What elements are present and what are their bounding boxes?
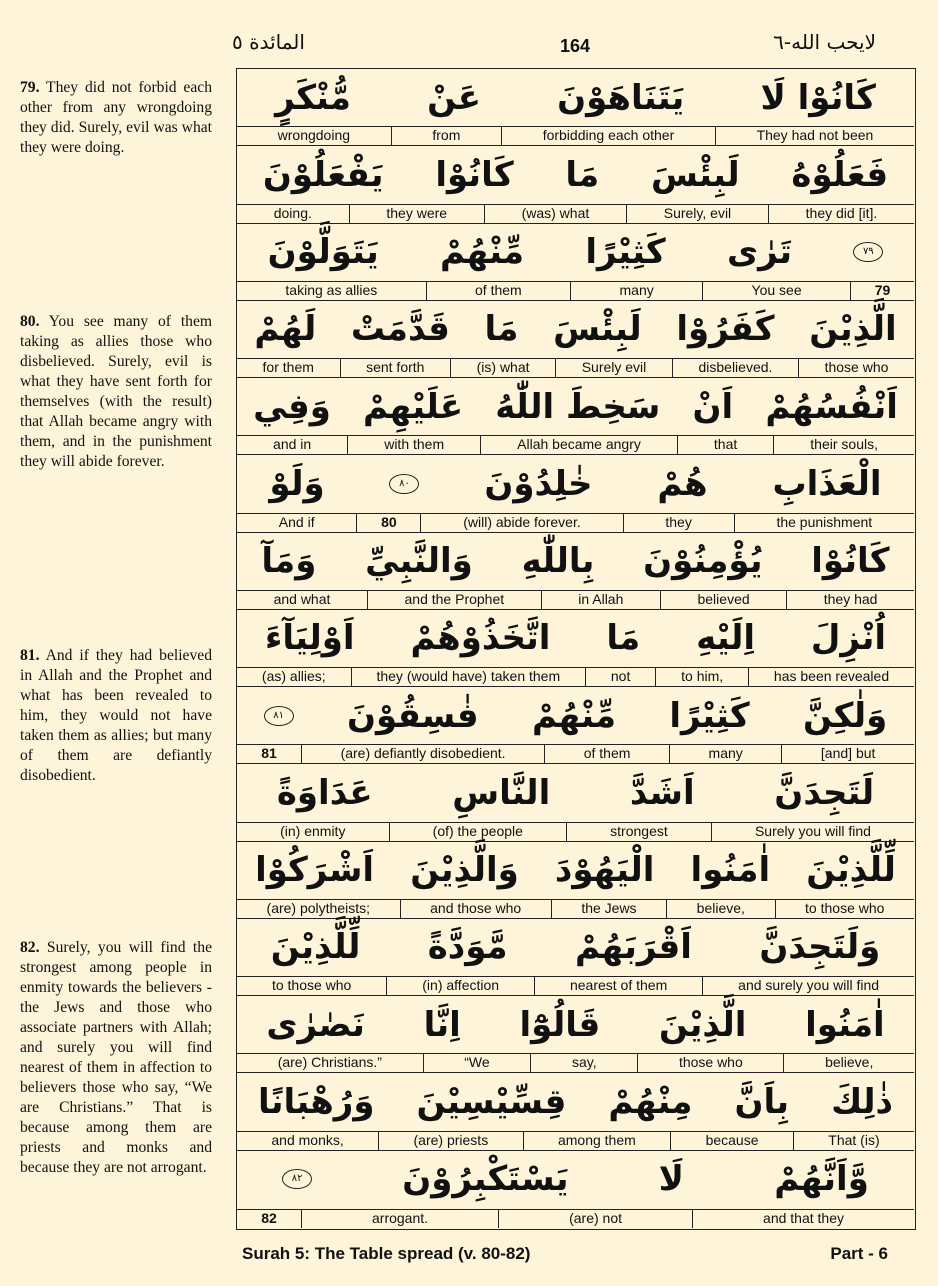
word-row — [237, 687, 914, 764]
gloss-cell: because — [670, 1132, 793, 1150]
arabic-word: مَا — [484, 309, 519, 350]
gloss-cell: “We — [423, 1054, 531, 1072]
arabic-word: تَرٰى — [726, 232, 793, 273]
english-gloss-line — [237, 590, 914, 609]
gloss-cell: taking as allies — [285, 281, 378, 298]
arabic-word: مِّنْهُمْ — [440, 232, 525, 273]
arabic-word: وَلَوْ — [269, 463, 325, 504]
gloss-cell: to those who — [775, 900, 915, 918]
gloss-cell: That (is) — [793, 1132, 914, 1150]
english-gloss-line — [237, 744, 914, 763]
gloss-cell: to him, — [655, 668, 748, 686]
arabic-line — [237, 301, 914, 358]
verse-number-cell: 79 — [850, 282, 914, 300]
translation-column — [20, 0, 212, 1286]
arabic-word: كَفَرُوْا — [676, 309, 775, 350]
gloss-cell: to those who — [271, 977, 352, 994]
verse-text: They did not forbid each other from any wrongdoing they did. Surely, evil was what they were doing. — [20, 79, 212, 156]
arabic-word: مَا — [606, 618, 641, 659]
gloss-cell: Allah became angry — [480, 436, 677, 454]
gloss-cell: for them — [262, 359, 314, 376]
arabic-word: قَدَّمَتْ — [350, 309, 450, 350]
word-row — [237, 455, 914, 532]
arabic-word: وَرُهْبَانًا — [258, 1081, 375, 1122]
gloss-cell: they (would have) taken them — [351, 668, 585, 686]
gloss-cell: (in) affection — [386, 977, 534, 995]
english-gloss-line — [237, 1053, 914, 1072]
footer-part-label: Part - 6 — [830, 1244, 888, 1263]
gloss-cell: And if — [278, 513, 315, 530]
word-by-word-grid — [236, 68, 916, 1230]
gloss-cell: not — [585, 668, 655, 686]
gloss-cell: (are) polytheists; — [266, 899, 371, 916]
arabic-word: اَوْلِيَآءَ — [264, 618, 355, 659]
arabic-word: اٰمَنُوا — [690, 850, 771, 891]
english-gloss-line — [237, 358, 914, 377]
english-gloss-line — [237, 435, 914, 454]
gloss-cell: among them — [523, 1132, 671, 1150]
gloss-cell: the Jews — [551, 900, 666, 918]
arabic-word: مَا — [565, 154, 600, 195]
arabic-word: عَدَاوَةً — [276, 772, 373, 813]
gloss-cell: Surely evil — [555, 359, 672, 377]
gloss-cell: (in) enmity — [280, 822, 346, 839]
arabic-word: يَفْعَلُوْنَ — [262, 154, 384, 195]
arabic-line — [237, 996, 914, 1053]
word-row — [237, 610, 914, 687]
arabic-line — [237, 842, 914, 899]
gloss-cell: of them — [544, 745, 669, 763]
word-row — [237, 301, 914, 378]
verse-number-cell: 82 — [261, 1209, 277, 1226]
verse-translation — [20, 646, 212, 786]
arabic-word: وَمَآ — [261, 541, 317, 582]
arabic-word: اِلَيْهِ — [696, 618, 755, 659]
word-row — [237, 533, 914, 610]
arabic-word: وَلَتَجِدَنَّ — [759, 927, 881, 968]
gloss-cell: and those who — [400, 900, 551, 918]
gloss-cell: doing. — [273, 204, 312, 221]
arabic-word: سَخِطَ اللّٰهُ — [495, 386, 661, 427]
gloss-cell: (will) abide forever. — [420, 514, 622, 532]
gloss-cell: they had — [786, 591, 914, 609]
arabic-word: لَا — [658, 1159, 684, 1200]
ayah-end-marker: ٧٩ — [853, 242, 883, 262]
gloss-cell: Surely you will find — [711, 823, 914, 841]
arabic-word: يَتَوَلَّوْنَ — [267, 232, 379, 273]
arabic-word: لَهُمْ — [254, 309, 317, 350]
gloss-cell: those who — [637, 1054, 783, 1072]
gloss-cell: arrogant. — [301, 1210, 498, 1228]
arabic-word: اُنْزِلَ — [810, 618, 886, 659]
arabic-word: عَلَيْهِمْ — [363, 386, 464, 427]
word-row — [237, 1151, 914, 1228]
arabic-word: اَنْفُسُهُمْ — [765, 386, 898, 427]
header-surah-name: المائدة ٥ — [232, 30, 305, 54]
gloss-cell: they did [it]. — [768, 205, 914, 223]
word-row — [237, 764, 914, 841]
arabic-word: بِاللّٰهِ — [521, 541, 595, 582]
verse-number: 82. — [20, 939, 40, 956]
arabic-word: الَّذِيْنَ — [658, 1004, 747, 1045]
english-gloss-line — [237, 1209, 914, 1228]
gloss-cell: sent forth — [340, 359, 451, 377]
arabic-word: كَانُوْا لَا — [760, 77, 876, 118]
arabic-word: الْعَذَابِ — [772, 463, 882, 504]
arabic-word: الَّذِيْنَ — [809, 309, 897, 350]
arabic-word: يَسْتَكْبِرُوْنَ — [402, 1159, 569, 1200]
arabic-word: النَّاسِ — [452, 772, 551, 813]
gloss-cell: say, — [530, 1054, 637, 1072]
arabic-word: كَانُوْا — [435, 154, 514, 195]
word-row — [237, 996, 914, 1073]
verse-translation — [20, 312, 212, 472]
arabic-word: مَّوَدَّةً — [427, 927, 508, 968]
arabic-word: فٰسِقُوْنَ — [346, 695, 479, 736]
word-row — [237, 919, 914, 996]
gloss-cell: (as) allies; — [261, 668, 326, 685]
header-juz-name: لايحب الله-٦ — [773, 30, 876, 54]
word-row — [237, 146, 914, 223]
arabic-word: هُمْ — [657, 463, 708, 504]
arabic-line — [237, 1073, 914, 1130]
verse-translation — [20, 78, 212, 158]
gloss-cell: and surely you will find — [702, 977, 914, 995]
arabic-word: وَلٰكِنَّ — [803, 695, 888, 736]
verse-number: 80. — [20, 313, 40, 330]
gloss-cell: believe, — [666, 900, 774, 918]
arabic-line — [237, 919, 914, 976]
arabic-word: لِّلَّذِيْنَ — [806, 850, 896, 891]
gloss-cell: they were — [349, 205, 484, 223]
gloss-cell: believed — [660, 591, 786, 609]
gloss-cell: (are) priests — [378, 1132, 522, 1150]
arabic-word: اَنْ — [692, 386, 734, 427]
arabic-line — [237, 764, 914, 821]
gloss-cell: many — [570, 282, 702, 300]
arabic-line — [237, 610, 914, 667]
arabic-word: كَثِيْرًا — [669, 695, 750, 736]
gloss-cell: in Allah — [541, 591, 660, 609]
ayah-end-marker: ٨١ — [264, 706, 294, 726]
arabic-line — [237, 533, 914, 590]
gloss-cell: You see — [702, 282, 850, 300]
arabic-word: لَتَجِدَنَّ — [774, 772, 875, 813]
gloss-cell: Surely, evil — [626, 205, 768, 223]
word-row — [237, 378, 914, 455]
gloss-cell: the punishment — [734, 514, 914, 532]
gloss-cell: and what — [273, 590, 331, 607]
ayah-end-marker: ٨٠ — [389, 474, 419, 494]
arabic-word: اتَّخَذُوْهُمْ — [410, 618, 551, 659]
arabic-line — [237, 455, 914, 512]
arabic-word: يَتَنَاهَوْنَ — [557, 77, 685, 118]
arabic-word: اَقْرَبَهُمْ — [574, 927, 692, 968]
verse-number: 79. — [20, 79, 40, 96]
page-number: 164 — [559, 36, 591, 56]
gloss-cell: [and] but — [781, 745, 914, 763]
arabic-word: مِّنْهُمْ — [531, 695, 617, 736]
gloss-cell: of them — [426, 282, 570, 300]
verse-number-cell: 81 — [261, 745, 277, 762]
gloss-cell: They had not been — [715, 127, 914, 145]
gloss-cell: wrongdoing — [277, 127, 351, 144]
arabic-line — [237, 69, 914, 126]
verse-translation — [20, 938, 212, 1178]
verse-text: You see many of them taking as allies those who disbelieved. Surely, evil is what they have sent forth for themselves (with the result) that Allah became angry with them, and in the punishment they will abide forever. — [20, 313, 212, 470]
gloss-cell: (is) what — [450, 359, 555, 377]
gloss-cell: forbidding each other — [501, 127, 715, 145]
arabic-word: اِنَّا — [423, 1004, 461, 1045]
arabic-word: اَشْرَكُوْا — [255, 850, 375, 891]
gloss-cell: and the Prophet — [367, 591, 541, 609]
english-gloss-line — [237, 204, 914, 223]
arabic-word: خٰلِدُوْنَ — [484, 463, 593, 504]
english-gloss-line — [237, 899, 914, 918]
gloss-cell: (are) not — [498, 1210, 692, 1228]
arabic-word: نَصٰرٰى — [266, 1004, 365, 1045]
arabic-word: كَثِيْرًا — [585, 232, 666, 273]
gloss-cell: believe, — [783, 1054, 914, 1072]
arabic-word: يُؤْمِنُوْنَ — [643, 541, 763, 582]
arabic-word: ذٰلِكَ — [831, 1081, 893, 1122]
arabic-word: اَشَدَّ — [629, 772, 695, 813]
arabic-word: لِّلَّذِيْنَ — [270, 927, 361, 968]
arabic-word: وَالنَّبِيِّ — [365, 541, 473, 582]
verse-number-cell: 80 — [356, 514, 420, 532]
english-gloss-line — [237, 281, 914, 300]
word-row — [237, 69, 914, 146]
gloss-cell: and monks, — [271, 1131, 344, 1148]
arabic-word: لَبِئْسَ — [651, 154, 740, 195]
gloss-cell: (was) what — [484, 205, 626, 223]
word-row — [237, 1073, 914, 1150]
arabic-word: مُّنْكَرٍ — [275, 77, 351, 118]
arabic-line — [237, 1151, 914, 1208]
arabic-word: فَعَلُوْهُ — [791, 154, 889, 195]
gloss-cell: and in — [273, 436, 312, 453]
verse-number: 81. — [20, 647, 40, 664]
arabic-word: وَّاَنَّهُمْ — [774, 1159, 869, 1200]
gloss-cell: many — [669, 745, 781, 763]
arabic-line — [237, 687, 914, 744]
arabic-line — [237, 224, 914, 281]
gloss-cell: has been revealed — [748, 668, 914, 686]
gloss-cell: (are) Christians.” — [277, 1054, 382, 1071]
english-gloss-line — [237, 1131, 914, 1150]
word-row — [237, 224, 914, 301]
arabic-word: الْيَهُوْدَ — [554, 850, 655, 891]
english-gloss-line — [237, 667, 914, 686]
arabic-word: مِنْهُمْ — [608, 1081, 693, 1122]
gloss-cell: those who — [798, 359, 914, 377]
gloss-cell: (are) defiantly disobedient. — [301, 745, 544, 763]
gloss-cell: their souls, — [773, 436, 914, 454]
english-gloss-line — [237, 513, 914, 532]
gloss-cell: from — [391, 127, 501, 145]
arabic-word: كَانُوْا — [811, 541, 890, 582]
english-gloss-line — [237, 822, 914, 841]
verse-text: And if they had believed in Allah and the Prophet and what has been revealed to him, they would not have taken them as allies; but many of them are defiantly disobedient. — [20, 647, 212, 784]
arabic-line — [237, 146, 914, 203]
gloss-cell: strongest — [566, 823, 711, 841]
arabic-word: وَفِي — [253, 386, 331, 427]
gloss-cell: (of) the people — [389, 823, 567, 841]
arabic-word: لَبِئْسَ — [553, 309, 642, 350]
english-gloss-line — [237, 126, 914, 145]
gloss-cell: nearest of them — [534, 977, 702, 995]
english-gloss-line — [237, 976, 914, 995]
word-row — [237, 842, 914, 919]
gloss-cell: that — [677, 436, 773, 454]
arabic-word: قِسِّيْسِيْنَ — [416, 1081, 567, 1122]
gloss-cell: disbelieved. — [672, 359, 798, 377]
arabic-line — [237, 378, 914, 435]
gloss-cell: they — [623, 514, 734, 532]
arabic-word: اٰمَنُوا — [805, 1004, 885, 1045]
arabic-word: قَالُوْٓا — [519, 1004, 601, 1045]
ayah-end-marker: ٨٢ — [282, 1169, 312, 1189]
arabic-word: عَنْ — [427, 77, 481, 118]
footer-surah-title: Surah 5: The Table spread (v. 80-82) — [242, 1244, 531, 1263]
gloss-cell: and that they — [692, 1210, 914, 1228]
arabic-word: وَالَّذِيْنَ — [410, 850, 519, 891]
arabic-word: بِاَنَّ — [734, 1081, 790, 1122]
verse-text: Surely, you will find the strongest among people in enmity towards the believers - the Jews and those who associate partners with Allah; and surely you will find nearest of them in affection to believers those who say, “We are Christians.” That is because among them are priests and monks and because they are not arrogant. — [20, 939, 212, 1176]
gloss-cell: with them — [347, 436, 480, 454]
